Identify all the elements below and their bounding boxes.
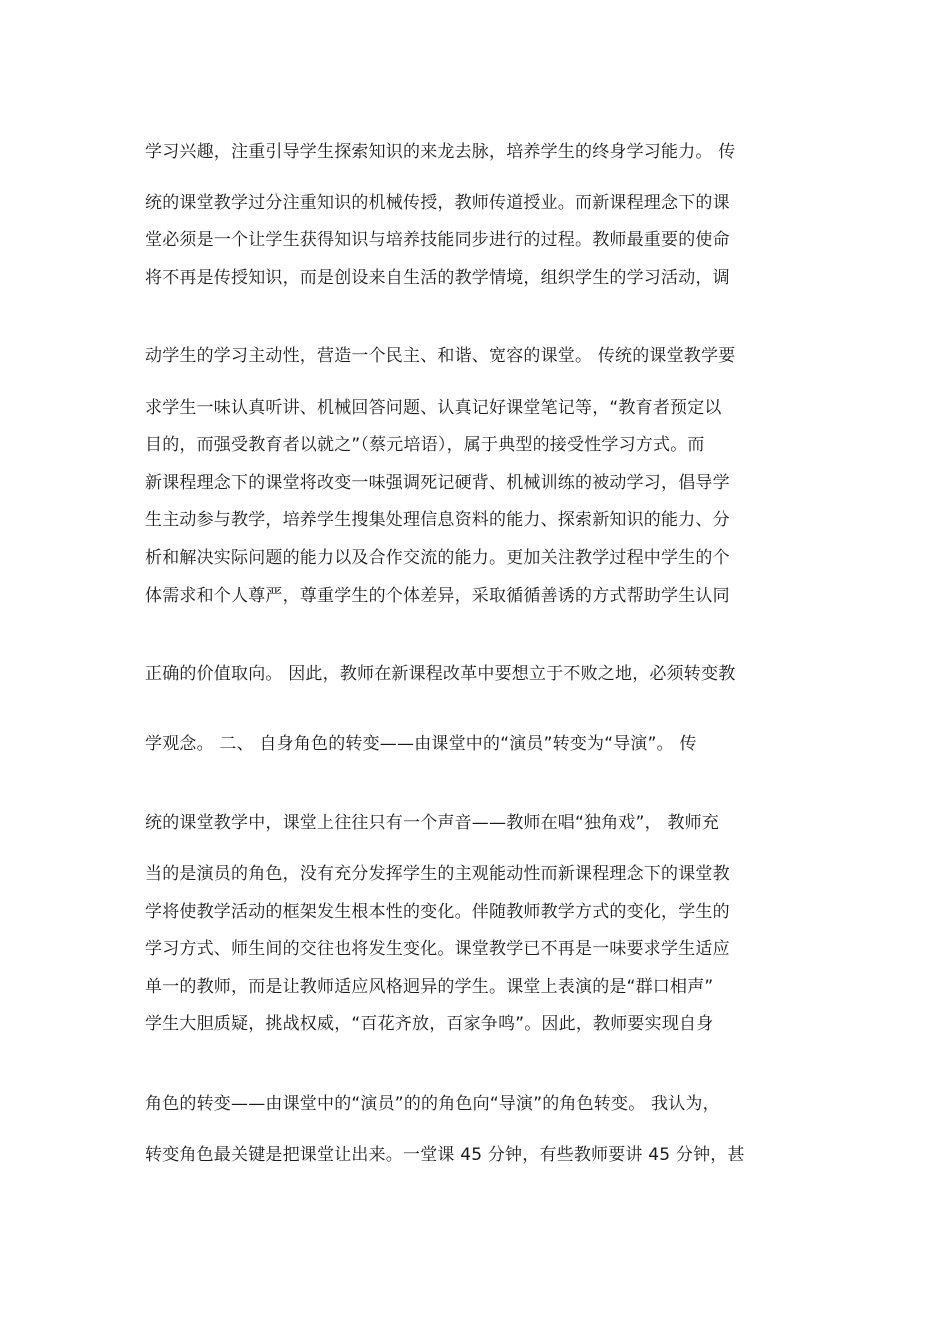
text-line: 单一的教师，而是让教师适应风格迥异的学生。课堂上表演的是“群口相声”	[145, 977, 714, 997]
text-line: 堂必须是一个让学生获得知识与培养技能同步进行的过程。教师最重要的使命	[145, 230, 730, 250]
text-line: 学习方式、师生间的交往也将发生变化。课堂教学已不再是一味要求学生适应	[145, 939, 730, 959]
text-line: 学习兴趣，注重引导学生探索知识的来龙去脉，培养学生的终身学习能力。 传	[145, 142, 736, 162]
text-line: 当的是演员的角色，没有充分发挥学生的主观能动性而新课程理念下的课堂教	[145, 864, 730, 884]
text-line: 学生大胆质疑，挑战权威，“百花齐放，百家争鸣”。因此，教师要实现自身	[145, 1014, 714, 1034]
text-line: 新课程理念下的课堂将改变一味强调死记硬背、机械训练的被动学习，倡导学	[145, 473, 730, 493]
text-line: 目的，而强受教育者以就之”（蔡元培语），属于典型的接受性学习方式。而	[145, 435, 705, 455]
text-line: 求学生一味认真听讲、机械回答问题、认真记好课堂笔记等，“教育者预定以	[145, 398, 722, 418]
text-line: 角色的转变——由课堂中的“演员”的的角色向“导演”的角色转变。 我认为，	[145, 1094, 720, 1114]
text-line: 动学生的学习主动性，营造一个民主、和谐、宽容的课堂。 传统的课堂教学要	[145, 346, 736, 366]
text-line: 统的课堂教学中，课堂上往往只有一个声音——教师在唱“独角戏”， 教师充	[145, 813, 720, 833]
text-line: 转变角色最关键是把课堂让出来。一堂课 45 分钟，有些教师要讲 45 分钟，甚	[145, 1145, 745, 1165]
text-line: 学将使教学活动的框架发生根本性的变化。伴随教师教学方式的变化，学生的	[145, 902, 730, 922]
text-line: 学观念。 二、 自身角色的转变——由课堂中的“演员”转变为“导演”。 传	[145, 734, 697, 754]
text-line: 将不再是传授知识，而是创设来自生活的教学情境，组织学生的学习活动，调	[145, 268, 730, 288]
text-line: 体需求和个人尊严，尊重学生的个体差异，采取循循善诱的方式帮助学生认同	[145, 586, 730, 606]
text-line: 正确的价值取向。 因此，教师在新课程改革中要想立于不败之地，必须转变教	[145, 664, 736, 684]
text-line: 析和解决实际问题的能力以及合作交流的能力。更加关注教学过程中学生的个	[145, 548, 730, 568]
text-line: 生主动参与教学，培养学生搜集处理信息资料的能力、探索新知识的能力、分	[145, 510, 730, 530]
text-line: 统的课堂教学过分注重知识的机械传授，教师传道授业。而新课程理念下的课	[145, 193, 730, 213]
